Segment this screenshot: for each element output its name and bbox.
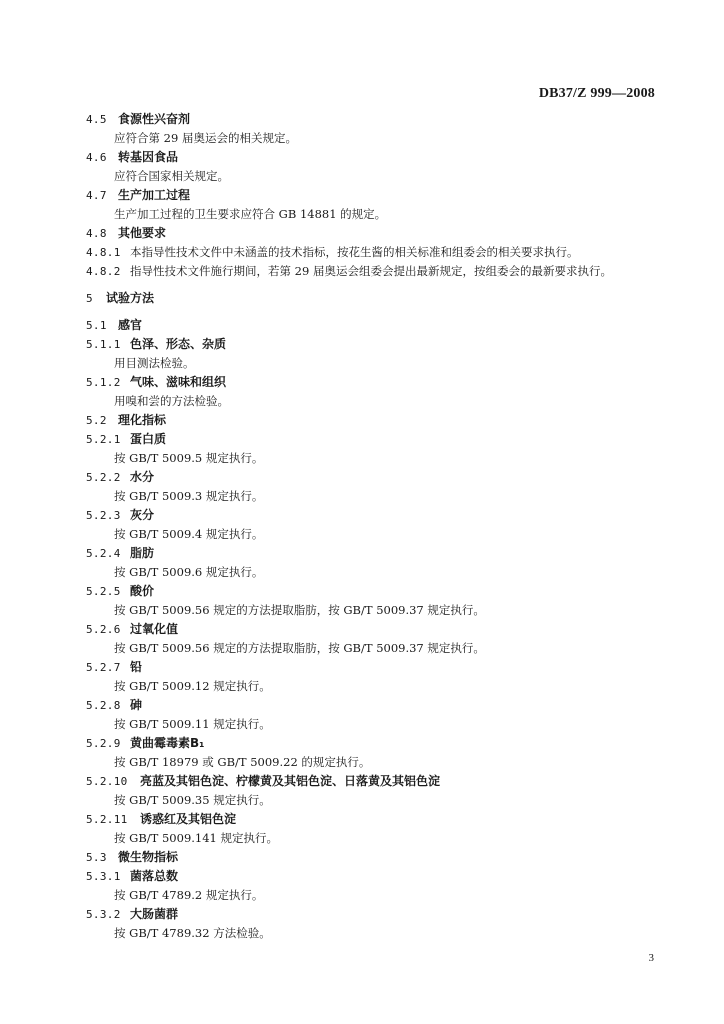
page-number: 3 [648, 952, 654, 964]
body-paragraph [86, 677, 666, 696]
document-body [86, 110, 666, 943]
section-heading [86, 316, 666, 335]
section-heading [86, 544, 666, 563]
body-paragraph [86, 449, 666, 468]
section-title: 菌落总数 [130, 869, 179, 883]
paragraph-text: 用嗅和尝的方法检验。 [114, 394, 229, 408]
section-title: 色泽、形态、杂质 [130, 337, 227, 351]
section-title: 微生物指标 [118, 850, 179, 864]
section-heading [86, 696, 666, 715]
paragraph-text: 应符合国家相关规定。 [114, 169, 229, 183]
section-number: 5.2.2 [86, 471, 121, 484]
section-title: 理化指标 [118, 413, 167, 427]
section-heading [86, 411, 666, 430]
section-number: 5.1 [86, 319, 107, 332]
section-number: 4.8 [86, 227, 107, 240]
paragraph-text: 生产加工过程的卫生要求应符合 GB 14881 的规定。 [114, 207, 387, 221]
section-number: 5.2.8 [86, 699, 121, 712]
section-heading [86, 186, 666, 205]
section-title: 砷 [130, 698, 143, 712]
section-title: 转基因食品 [118, 150, 179, 164]
section-title: 脂肪 [130, 546, 155, 560]
section-number: 5.2.4 [86, 547, 121, 560]
section-number: 4.5 [86, 113, 107, 126]
section-title: 试验方法 [106, 291, 155, 305]
clause-text: 指导性技术文件施行期间，若第 29 届奥运会组委会提出最新规定，按组委会的最新要求执行。 [130, 264, 612, 278]
body-paragraph [86, 525, 666, 544]
section-heading [86, 772, 666, 791]
body-paragraph [86, 392, 666, 411]
clause-number: 4.8.2 [86, 265, 121, 278]
clause-text: 本指导性技术文件中未涵盖的技术指标，按花生酱的相关标准和组委会的相关要求执行。 [130, 245, 579, 259]
section-number: 5.2.9 [86, 737, 121, 750]
section-title: 食源性兴奋剂 [118, 112, 191, 126]
section-number: 5 [86, 292, 93, 305]
body-paragraph [86, 205, 666, 224]
paragraph-text: 按 GB/T 5009.141 规定执行。 [114, 831, 279, 845]
body-paragraph [86, 487, 666, 506]
section-title: 酸价 [130, 584, 155, 598]
paragraph-text: 按 GB/T 5009.12 规定执行。 [114, 679, 271, 693]
paragraph-text: 按 GB/T 5009.56 规定的方法提取脂肪，按 GB/T 5009.37 规定执行。 [114, 603, 485, 617]
section-title: 感官 [118, 318, 143, 332]
section-heading [86, 734, 666, 753]
paragraph-text: 按 GB/T 5009.4 规定执行。 [114, 527, 264, 541]
paragraph-text: 应符合第 29 届奥运会的相关规定。 [114, 131, 297, 145]
section-heading [86, 848, 666, 867]
body-paragraph [86, 354, 666, 373]
section-gap [86, 308, 666, 316]
paragraph-text: 按 GB/T 4789.2 规定执行。 [114, 888, 264, 902]
section-number: 5.3.1 [86, 870, 121, 883]
section-heading [86, 582, 666, 601]
clause-line [86, 262, 666, 281]
section-title: 其他要求 [118, 226, 167, 240]
paragraph-text: 按 GB/T 5009.5 规定执行。 [114, 451, 264, 465]
section-number: 5.3 [86, 851, 107, 864]
section-heading [86, 430, 666, 449]
section-number: 5.1.1 [86, 338, 121, 351]
section-heading [86, 335, 666, 354]
section-number: 5.2 [86, 414, 107, 427]
section-number: 5.2.6 [86, 623, 121, 636]
body-paragraph [86, 753, 666, 772]
section-heading [86, 224, 666, 243]
section-heading [86, 905, 666, 924]
section-number: 5.3.2 [86, 908, 121, 921]
section-number: 4.6 [86, 151, 107, 164]
section-title: 灰分 [130, 508, 155, 522]
body-paragraph [86, 715, 666, 734]
body-paragraph [86, 886, 666, 905]
section-title: 铅 [130, 660, 143, 674]
section-number: 5.2.10 [86, 775, 128, 788]
clause-number: 4.8.1 [86, 246, 121, 259]
clause-line [86, 243, 666, 262]
section-number: 5.2.7 [86, 661, 121, 674]
paragraph-text: 按 GB/T 5009.3 规定执行。 [114, 489, 264, 503]
section-heading [86, 506, 666, 525]
body-paragraph [86, 829, 666, 848]
section-title: 蛋白质 [130, 432, 167, 446]
document-code: DB37/Z 999—2008 [538, 86, 655, 101]
paragraph-text: 按 GB/T 5009.35 规定执行。 [114, 793, 271, 807]
section-title: 过氧化值 [130, 622, 179, 636]
section-gap [86, 281, 666, 289]
body-paragraph [86, 563, 666, 582]
section-title: 黄曲霉毒素B₁ [130, 736, 205, 750]
section-number: 5.2.3 [86, 509, 121, 522]
section-title: 大肠菌群 [130, 907, 179, 921]
paragraph-text: 按 GB/T 5009.56 规定的方法提取脂肪，按 GB/T 5009.37 规定执行。 [114, 641, 485, 655]
section-title: 生产加工过程 [118, 188, 191, 202]
body-paragraph [86, 167, 666, 186]
paragraph-text: 按 GB/T 18979 或 GB/T 5009.22 的规定执行。 [114, 755, 371, 769]
section-number: 5.2.5 [86, 585, 121, 598]
section-heading [86, 148, 666, 167]
paragraph-text: 按 GB/T 5009.6 规定执行。 [114, 565, 264, 579]
section-number: 5.2.11 [86, 813, 128, 826]
paragraph-text: 按 GB/T 5009.11 规定执行。 [114, 717, 271, 731]
section-heading [86, 810, 666, 829]
body-paragraph [86, 601, 666, 620]
section-heading [86, 110, 666, 129]
section-heading [86, 289, 666, 308]
section-heading [86, 658, 666, 677]
section-title: 诱惑红及其铝色淀 [140, 812, 237, 826]
section-number: 5.2.1 [86, 433, 121, 446]
section-heading [86, 867, 666, 886]
body-paragraph [86, 129, 666, 148]
section-title: 气味、滋味和组织 [130, 375, 227, 389]
section-number: 5.1.2 [86, 376, 121, 389]
section-heading [86, 373, 666, 392]
body-paragraph [86, 791, 666, 810]
section-heading [86, 468, 666, 487]
section-heading [86, 620, 666, 639]
body-paragraph [86, 639, 666, 658]
section-number: 4.7 [86, 189, 107, 202]
section-title: 水分 [130, 470, 155, 484]
paragraph-text: 按 GB/T 4789.32 方法检验。 [114, 926, 271, 940]
section-title: 亮蓝及其铝色淀、柠檬黄及其铝色淀、日落黄及其铝色淀 [140, 774, 441, 788]
paragraph-text: 用目测法检验。 [114, 356, 195, 370]
body-paragraph [86, 924, 666, 943]
